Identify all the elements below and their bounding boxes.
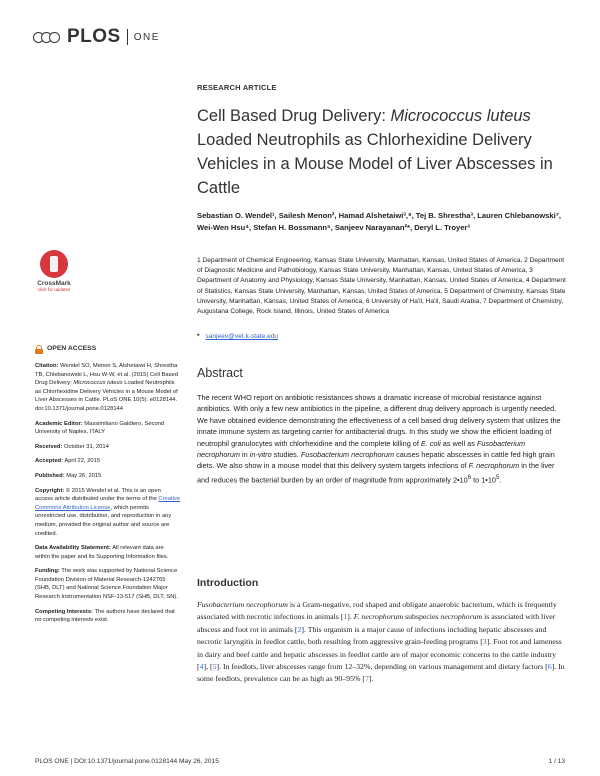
- brand-name: PLOS: [67, 26, 121, 47]
- competing-interests: Competing Interests: The authors have declared that no competing interests exist.: [35, 608, 175, 624]
- plos-circles-icon: [33, 32, 57, 43]
- article-type: RESEARCH ARTICLE: [197, 83, 277, 92]
- received-date: Received: October 31, 2014: [35, 443, 109, 450]
- data-availability: Data Availability Statement: All relevant data are within the paper and its Supporting Information files.: [35, 545, 169, 560]
- ref-link[interactable]: 3: [482, 637, 487, 647]
- author-list: Sebastian O. Wendel¹, Sailesh Menon², Hamad Alshetaiwi³,⁸, Tej B. Shrestha³, Lauren Chlebanowski⁷, Wei-Wen Hsu⁴, Stefan H. Bossmann⁵, Sanjeev Narayanan²*, Deryl L. Troyer³: [197, 211, 561, 232]
- ref-link[interactable]: 6: [547, 662, 552, 672]
- ref-link[interactable]: 5: [212, 662, 217, 672]
- crossmark-icon: [40, 250, 68, 278]
- introduction-heading: Introduction: [197, 577, 259, 589]
- logo-divider: [127, 29, 128, 45]
- citation: Citation: Wendel SO, Menon S, Alshetaiwi H, Shrestha TB, Chlebanowski L, Hsu W-W, et al. (2015) Cell Based Drug Delivery: Micrococcus luteus Loaded Neutrophils as Chlorhexidine Delivery Vehicles in a Mouse Model of Liver Abscesses in Cattle. PLoS ONE 10(5): e0128144. doi:10.1371/journal.pone.0128144: [35, 363, 178, 412]
- published-date: Published: May 26, 2015: [35, 472, 102, 479]
- ref-link[interactable]: 7: [365, 674, 369, 684]
- corresponding-email: [197, 333, 278, 340]
- ref-link[interactable]: 4: [199, 662, 204, 672]
- copyright: Copyright: © 2015 Wendel et al. This is an open access article distributed under the terms of the Creative Commons Attribution License, which permits unrestricted use, distribution, and reproduction in any medium, provided the original author and source are credited.: [35, 487, 180, 537]
- crossmark-label: CrossMark: [37, 280, 71, 287]
- article-title: Cell Based Drug Delivery: Micrococcus luteus Loaded Neutrophils as Chlorhexidine Delivery Vehicles in a Mouse Model of Liver Abscesses in Cattle: [197, 107, 553, 197]
- open-lock-icon: [35, 345, 43, 354]
- accepted-date: Accepted: April 22, 2015: [35, 458, 101, 465]
- page-footer: [35, 758, 565, 765]
- article-info-sidebar: [35, 345, 180, 631]
- introduction-text: Fusobacterium necrophorum is a Gram-negative, rod shaped and obligate anaerobic bacterium, which is frequently associated with necrotic infections in animals [1]. F. necrophorum subspecies necrophorum is associated with liver abscess and foot rot in animals [2]. This organism is a major cause of infections including hepatic abscesses and necrotic laryngitis in feedlot cattle, both resulting from aggressive grain-feeding programs [3]. Foot rot and lameness in dairy and beef cattle and hepatic abscesses in feedlot cattle are of major economic concerns to the cattle industry [4], [5]. In feedlots, liver abscesses range from 12–32%, depending on various management and dietary factors [6]. In some feedlots, prevalence can be as high as 90–95% [7].: [197, 600, 565, 684]
- footer-citation: PLOS ONE | DOI:10.1371/journal.pone.0128144 May 26, 2015: [35, 758, 219, 765]
- ref-link[interactable]: 1: [343, 612, 348, 622]
- abstract-text: The recent WHO report on antibiotic resistances shows a dramatic increase of microbial resistance against antibiotics. With only a few new antibiotics in the pipeline, a different drug delivery approach is urgently needed. We have obtained evidence demonstrating the effectiveness of a cell based drug delivery system that utilizes the innate immune system as targeting carrier for antibacterial drugs. In this study we show the efficient loading of neutrophil granulocytes with chlorhexidine and the complete killing of E. coli as well as Fusobacterium necrophorum in in-vitro studies. Fusobacterium necrophorum causes hepatic abscesses in cattle fed high grain diets. We also show in a mouse model that this delivery system targets infections of F. necrophorum in the liver and reduces the bacterial burden by an order of magnitude from approximately $2•10^6$ to $1•10^5$.: [197, 393, 561, 485]
- plos-one-logo[interactable]: [33, 26, 160, 48]
- corresponding-star: *: [197, 333, 200, 340]
- open-access-badge: [35, 345, 180, 354]
- abstract-heading: Abstract: [197, 366, 243, 380]
- license-link[interactable]: Creative Commons Attribution License: [35, 496, 180, 511]
- page-number: 1 / 13: [548, 758, 565, 765]
- email-link[interactable]: sanjeev@vet.k-state.edu: [205, 333, 279, 340]
- journal-name: ONE: [133, 31, 160, 43]
- crossmark-sublabel: click for updates: [37, 287, 71, 292]
- academic-editor: Academic Editor: Massimiliano Galdiero, Second University of Naples, ITALY: [35, 420, 165, 436]
- open-access-label: OPEN ACCESS: [47, 345, 97, 353]
- affiliations: 1 Department of Chemical Engineering, Kansas State University, Manhattan, Kansas, United States of America, 2 Department of Diagnostic Medicine and Pathobiology, Kansas State University, Manhattan, Kansas, United States of America, 3 Department of Anatomy and Physiology, Kansas State University, Manhattan, Kansas, United States of America, 4 Department of Statistics, Kansas State University, Manhattan, Kansas, United States of America, 5 Department of Chemistry, Kansas State University, Manhattan, Kansas, United States of America, 6 University of Ha'il, Ha'il, Saudi Arabia, 7 Department of Chemistry, Augustana College, Rock Island, Illinois, United States of America: [197, 257, 566, 316]
- crossmark-badge[interactable]: [34, 250, 74, 292]
- funding: Funding: The work was supported by National Science Foundation Division of Material Research-1242765 (SHB, DLT) and National Science Foundation Major Research Instrumentation NSF-13-517 (SHB, DLT, SN).: [35, 568, 178, 601]
- ref-link[interactable]: 2: [297, 624, 302, 634]
